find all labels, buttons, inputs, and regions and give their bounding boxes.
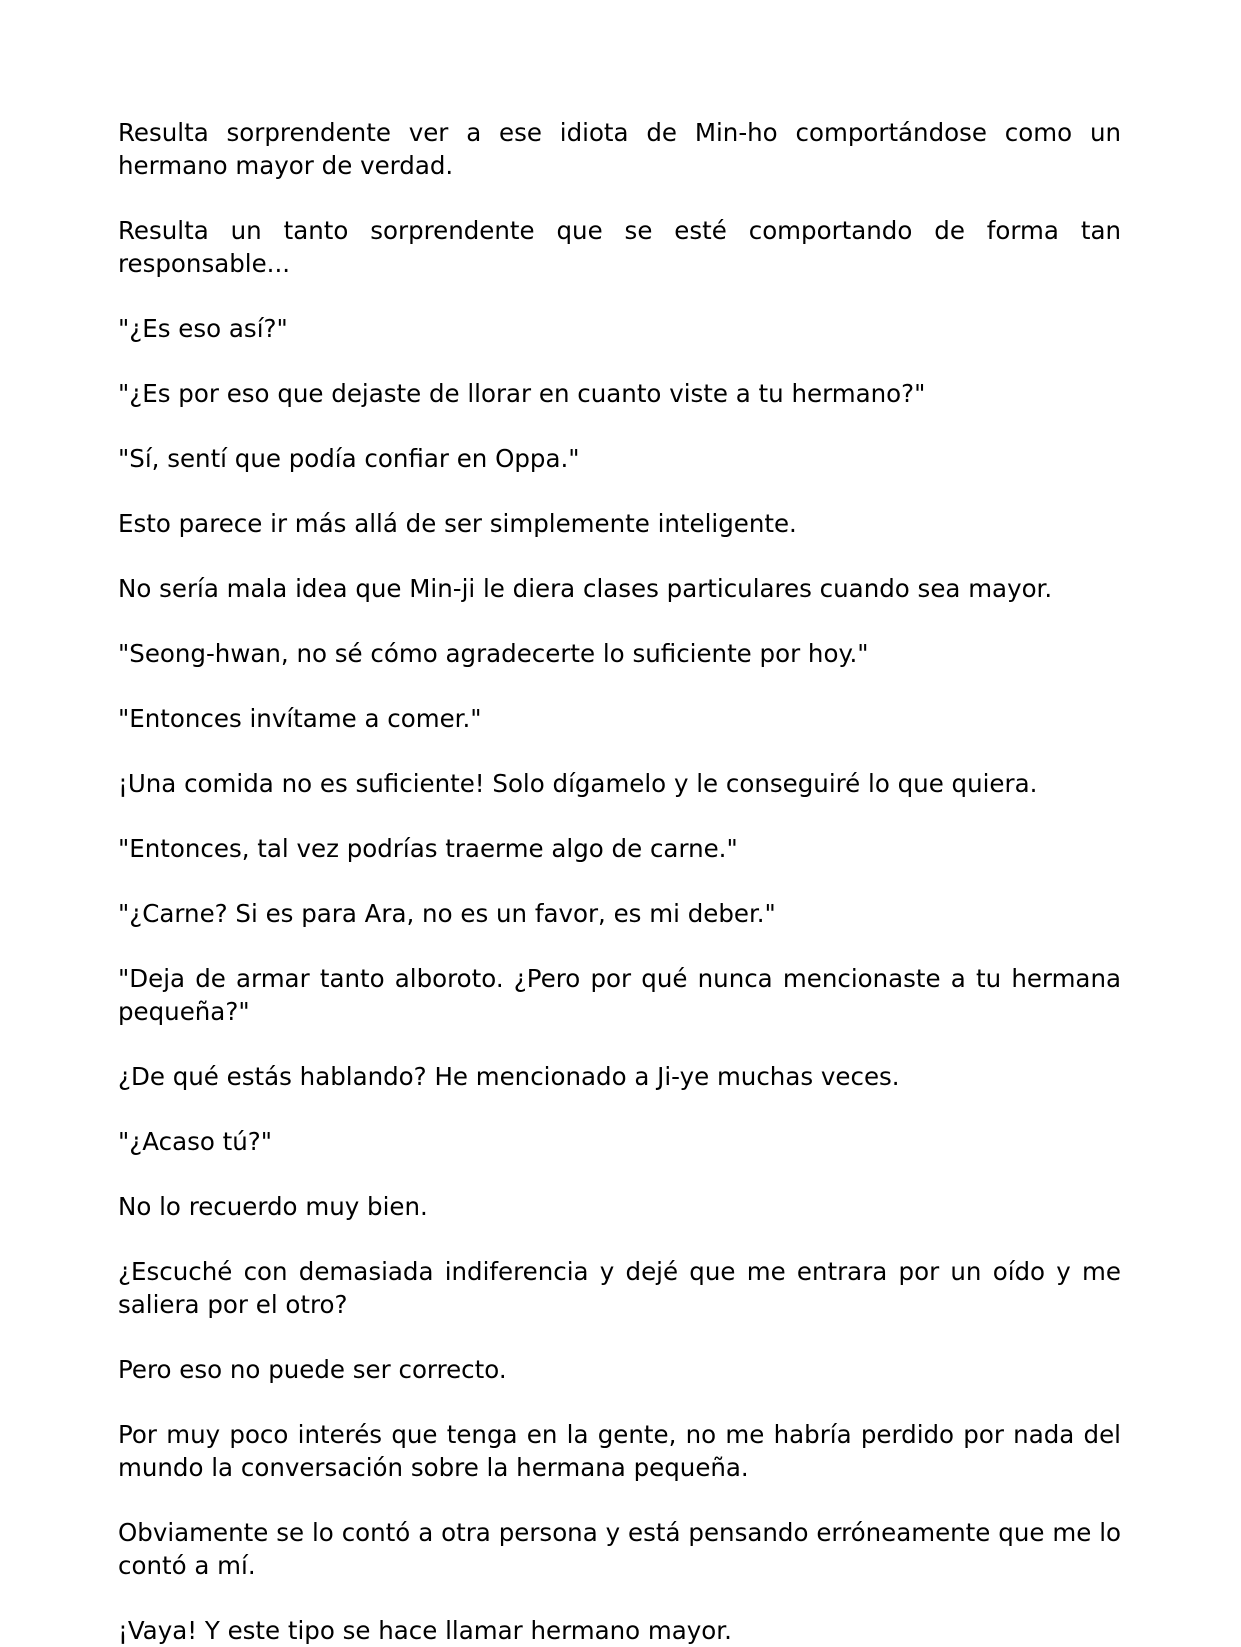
paragraph: Por muy poco interés que tenga en la gente, no me habría perdido por nada del mundo la conversación sobre la hermana pequeña. (118, 1420, 1121, 1482)
paragraph: "Seong-hwan, no sé cómo agradecerte lo suficiente por hoy." (118, 639, 869, 668)
paragraph: "¿Es eso así?" (118, 314, 288, 343)
paragraph: Esto parece ir más allá de ser simplemente inteligente. (118, 509, 797, 538)
paragraph: "Sí, sentí que podía confiar en Oppa." (118, 444, 580, 473)
paragraph: ¿De qué estás hablando? He mencionado a Ji-ye muchas veces. (118, 1062, 900, 1091)
paragraph: No sería mala idea que Min-ji le diera clases particulares cuando sea mayor. (118, 574, 1053, 603)
paragraph: Obviamente se lo contó a otra persona y está pensando erróneamente que me lo contó a mí. (118, 1518, 1121, 1580)
paragraph: Pero eso no puede ser correcto. (118, 1355, 507, 1384)
paragraph: "Entonces, tal vez podrías traerme algo de carne." (118, 834, 738, 863)
paragraph: "Entonces invítame a comer." (118, 704, 482, 733)
paragraph: "¿Acaso tú?" (118, 1127, 273, 1156)
paragraph: ¿Escuché con demasiada indiferencia y dejé que me entrara por un oído y me saliera por el otro? (118, 1257, 1121, 1319)
paragraph: No lo recuerdo muy bien. (118, 1192, 428, 1221)
paragraph: "Deja de armar tanto alboroto. ¿Pero por qué nunca mencionaste a tu hermana pequeña?" (118, 964, 1121, 1026)
paragraph: Resulta un tanto sorprendente que se esté comportando de forma tan responsable... (118, 216, 1121, 278)
paragraph: "¿Es por eso que dejaste de llorar en cuanto viste a tu hermano?" (118, 379, 926, 408)
paragraph: Resulta sorprendente ver a ese idiota de Min-ho comportándose como un hermano mayor de verdad. (118, 118, 1121, 180)
paragraph: ¡Vaya! Y este tipo se hace llamar hermano mayor. (118, 1616, 732, 1645)
document-page (118, 116, 1121, 1647)
paragraph: "¿Carne? Si es para Ara, no es un favor, es mi deber." (118, 899, 776, 928)
paragraph: ¡Una comida no es suficiente! Solo dígamelo y le conseguiré lo que quiera. (118, 769, 1038, 798)
